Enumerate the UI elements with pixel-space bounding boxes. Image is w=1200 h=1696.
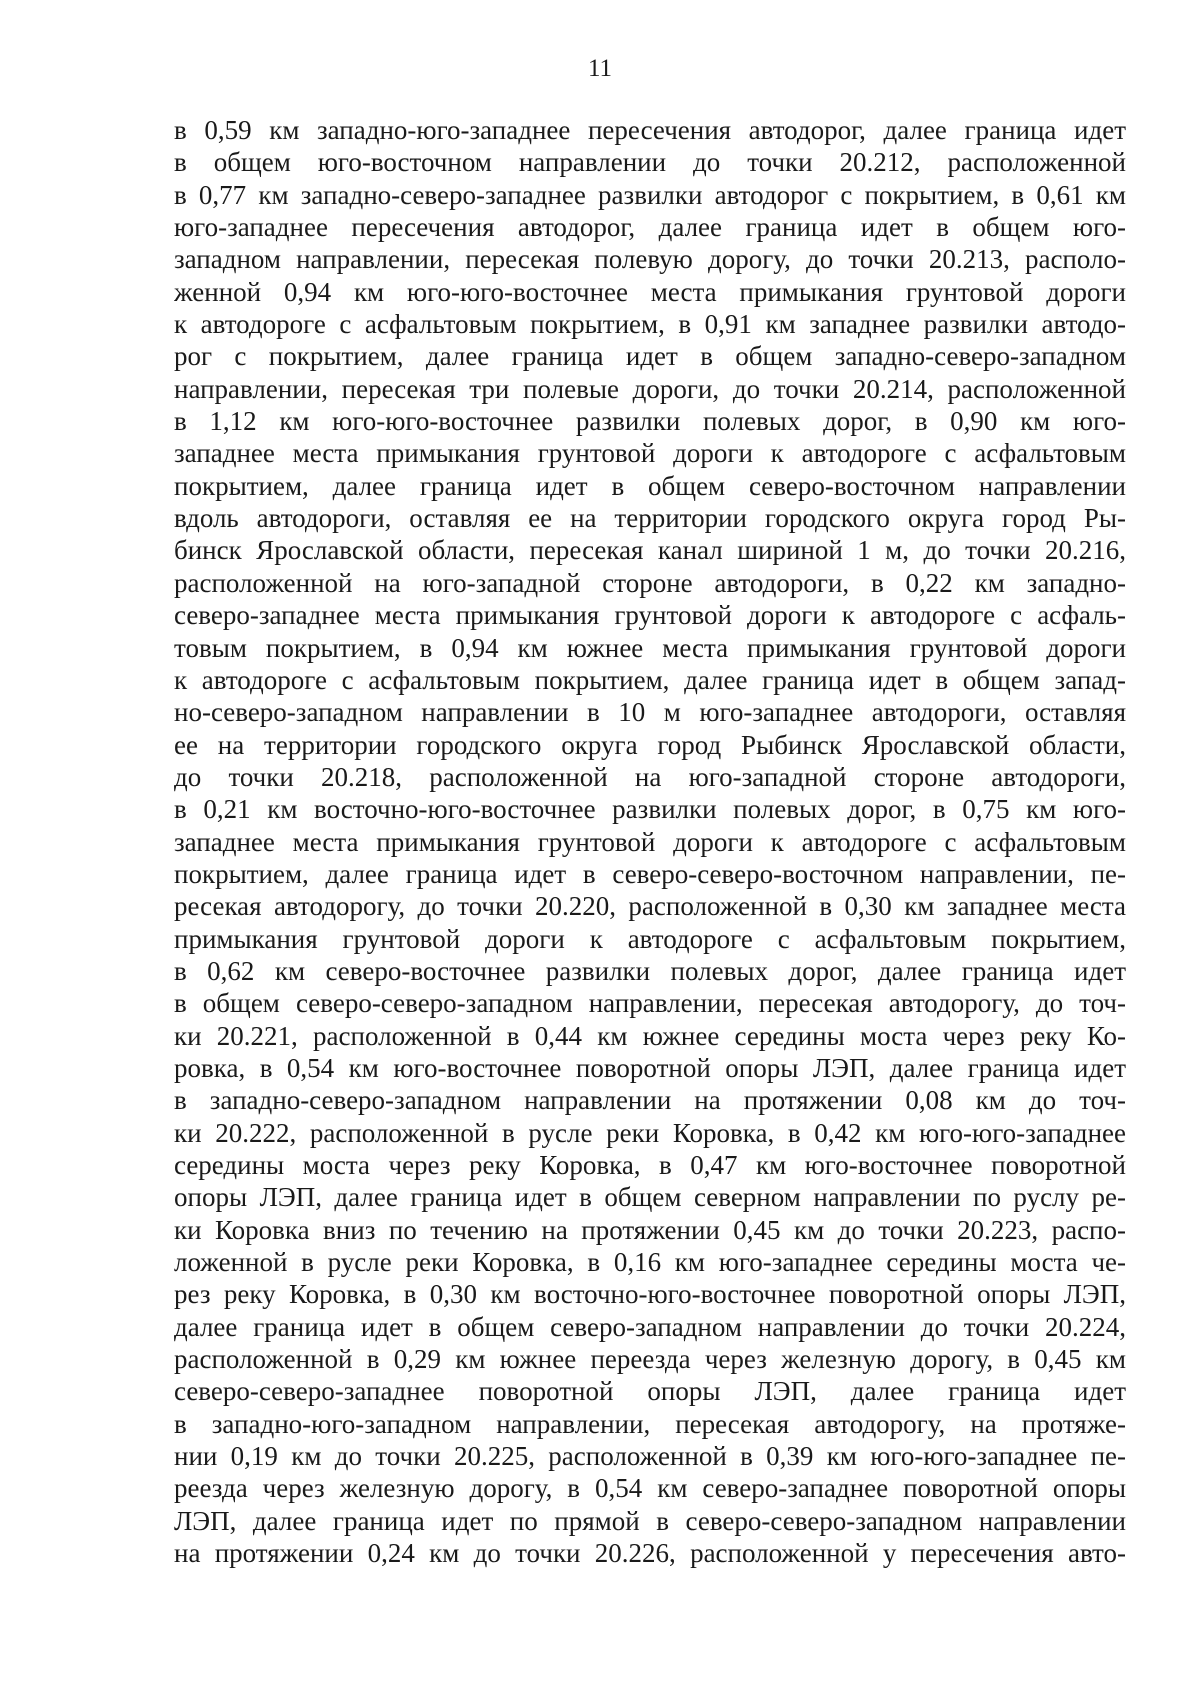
text-line: ки 20.222, расположенной в русле реки Коровка, в 0,42 км юго-юго-западнее [174, 1117, 1126, 1148]
text-line: до точки 20.218, расположенной на юго-западной стороне автодороги, [174, 761, 1126, 792]
text-line: далее граница идет в общем северо-западном направлении до точки 20.224, [174, 1311, 1126, 1342]
body-text [174, 114, 1126, 1569]
text-line: расположенной в 0,29 км южнее переезда через железную дорогу, в 0,45 км [174, 1344, 1126, 1375]
text-line: женной 0,94 км юго-юго-восточнее места примыкания грунтовой дороги [174, 276, 1126, 307]
text-line: реезда через железную дорогу, в 0,54 км северо-западнее поворотной опоры [174, 1473, 1126, 1504]
text-line: западнее места примыкания грунтовой дороги к автодороге с асфальтовым [174, 438, 1126, 469]
text-line: в 0,77 км западно-северо-западнее развилки автодорог с покрытием, в 0,61 км [174, 179, 1126, 210]
text-line: вдоль автодороги, оставляя ее на территории городского округа город Ры- [174, 503, 1126, 534]
text-line: к автодороге с асфальтовым покрытием, далее граница идет в общем запад- [174, 664, 1126, 695]
text-line: западном направлении, пересекая полевую дорогу, до точки 20.213, располо- [174, 244, 1126, 275]
text-line: западнее места примыкания грунтовой дороги к автодороге с асфальтовым [174, 826, 1126, 857]
text-line: нии 0,19 км до точки 20.225, расположенной в 0,39 км юго-юго-западнее пе- [174, 1441, 1126, 1472]
text-line: ровка, в 0,54 км юго-восточнее поворотной опоры ЛЭП, далее граница идет [174, 1052, 1126, 1083]
text-line: покрытием, далее граница идет в северо-северо-восточном направлении, пе- [174, 858, 1126, 889]
text-line: середины моста через реку Коровка, в 0,47 км юго-восточнее поворотной [174, 1150, 1126, 1180]
text-line: покрытием, далее граница идет в общем северо-восточном направлении [174, 470, 1126, 501]
text-line: к автодороге с асфальтовым покрытием, в 0,91 км западнее развилки автодо- [174, 309, 1126, 340]
text-line: северо-северо-западнее поворотной опоры ЛЭП, далее граница идет [174, 1376, 1126, 1407]
text-line: в западно-северо-западном направлении на протяжении 0,08 км до точ- [174, 1085, 1126, 1116]
text-line: ки Коровка вниз по течению на протяжении 0,45 км до точки 20.223, распо- [174, 1214, 1126, 1245]
text-line: ложенной в русле реки Коровка, в 0,16 км юго-западнее середины моста че- [174, 1247, 1126, 1278]
text-line: ЛЭП, далее граница идет по прямой в северо-северо-западном направлении [174, 1505, 1126, 1536]
text-line: бинск Ярославской области, пересекая канал шириной 1 м, до точки 20.216, [174, 535, 1126, 566]
text-line: расположенной на юго-западной стороне автодороги, в 0,22 км западно- [174, 567, 1126, 598]
text-line: ки 20.221, расположенной в 0,44 км южнее середины моста через реку Ко- [174, 1020, 1126, 1051]
text-line: северо-западнее места примыкания грунтовой дороги к автодороге с асфаль- [174, 600, 1126, 631]
text-line: примыкания грунтовой дороги к автодороге с асфальтовым покрытием, [174, 923, 1126, 954]
text-line: на протяжении 0,24 км до точки 20.226, расположенной у пересечения авто- [174, 1538, 1126, 1569]
text-line: но-северо-западном направлении в 10 м юго-западнее автодороги, оставляя [174, 697, 1126, 728]
text-line: направлении, пересекая три полевые дороги, до точки 20.214, расположенной [174, 373, 1126, 404]
text-line: в 0,59 км западно-юго-западнее пересечения автодорог, далее граница идет [174, 115, 1126, 145]
text-line: ресекая автодорогу, до точки 20.220, расположенной в 0,30 км западнее места [174, 891, 1126, 922]
page-number: 11 [587, 55, 613, 82]
text-line: в 1,12 км юго-юго-восточнее развилки полевых дорог, в 0,90 км юго- [174, 406, 1126, 437]
text-line: в общем юго-восточном направлении до точки 20.212, расположенной [174, 147, 1126, 178]
text-line: в западно-юго-западном направлении, пересекая автодорогу, на протяже- [174, 1408, 1126, 1439]
text-line: юго-западнее пересечения автодорог, далее граница идет в общем юго- [174, 212, 1126, 243]
text-line: рез реку Коровка, в 0,30 км восточно-юго-восточнее поворотной опоры ЛЭП, [174, 1279, 1126, 1310]
text-line: опоры ЛЭП, далее граница идет в общем северном направлении по руслу ре- [174, 1182, 1126, 1213]
text-line: в общем северо-северо-западном направлении, пересекая автодорогу, до точ- [174, 988, 1126, 1019]
text-line: в 0,21 км восточно-юго-восточнее развилки полевых дорог, в 0,75 км юго- [174, 794, 1126, 825]
text-line: рог с покрытием, далее граница идет в общем западно-северо-западном [174, 341, 1126, 372]
text-line: товым покрытием, в 0,94 км южнее места примыкания грунтовой дороги [174, 632, 1126, 663]
text-line: ее на территории городского округа город Рыбинск Ярославской области, [174, 729, 1126, 760]
text-line: в 0,62 км северо-восточнее развилки полевых дорог, далее граница идет [174, 955, 1126, 986]
